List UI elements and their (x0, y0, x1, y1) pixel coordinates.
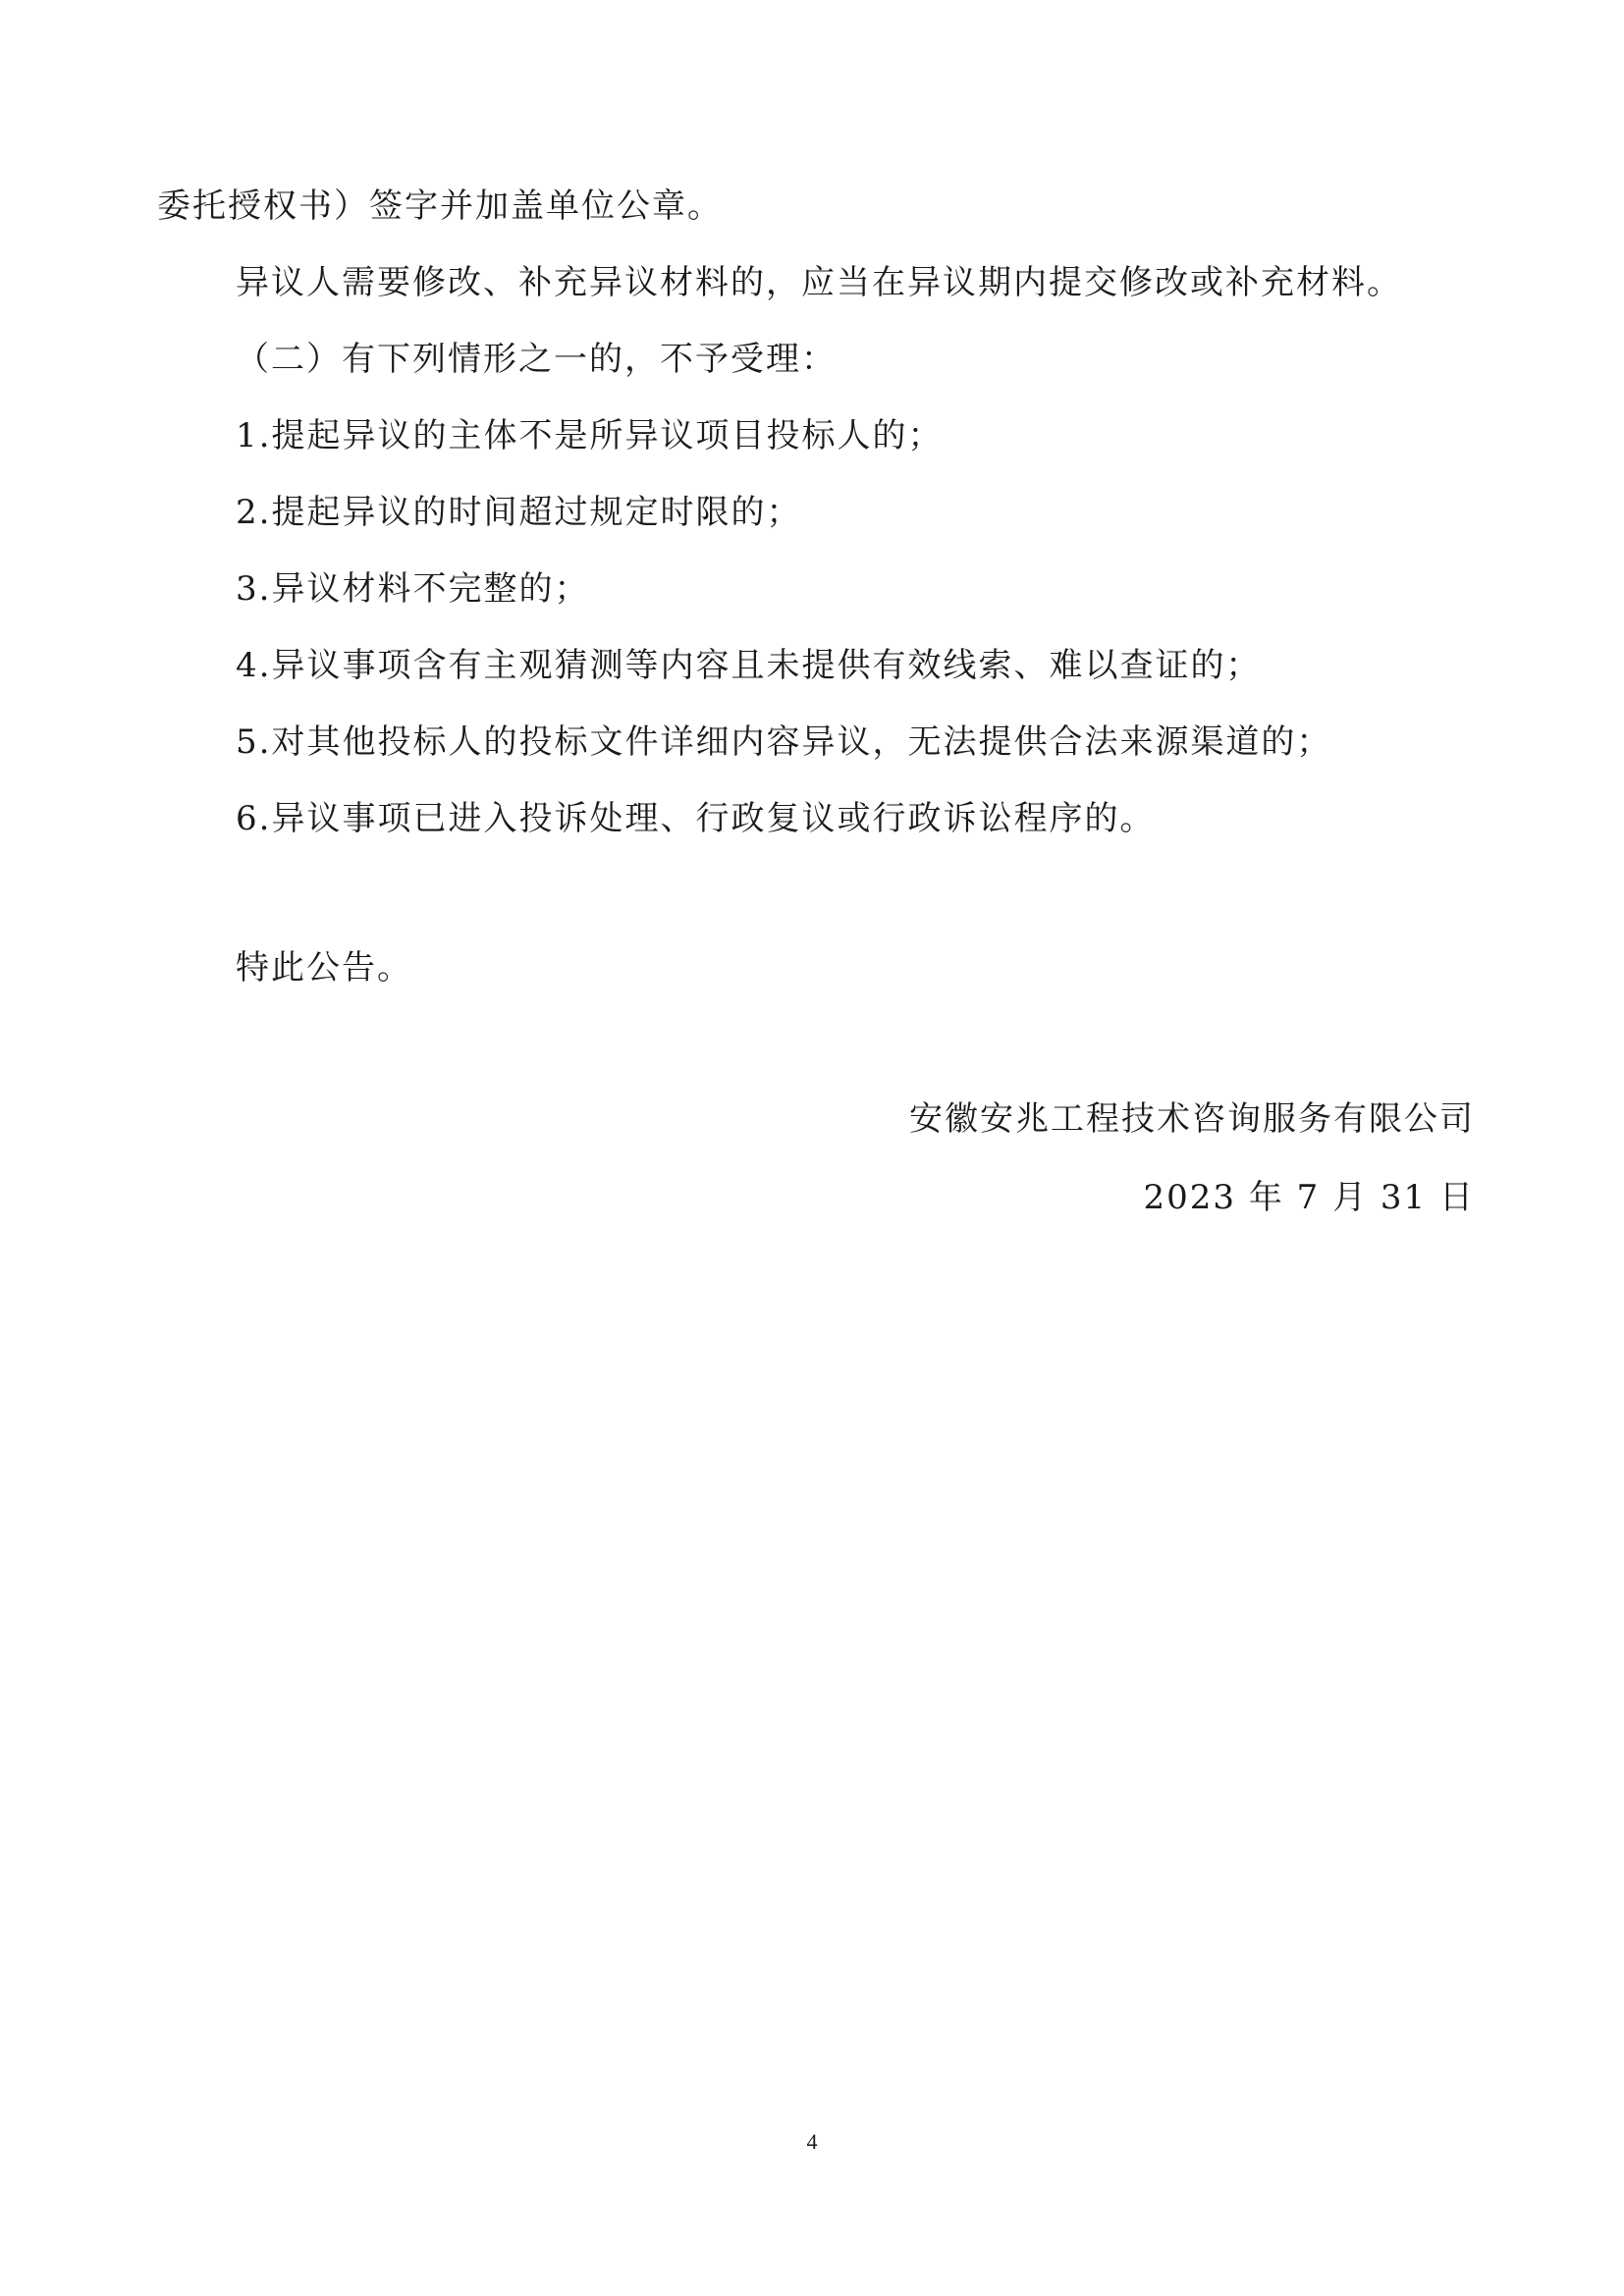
list-item: 3.异议材料不完整的； (236, 569, 590, 609)
closing-statement: 特此公告。 (236, 948, 412, 988)
continuation-text: 委托授权书）签字并加盖单位公章。 (157, 187, 723, 226)
list-item: 5.对其他投标人的投标文件详细内容异议，无法提供合法来源渠道的； (236, 722, 1332, 762)
list-item: 2.提起异议的时间超过规定时限的； (236, 493, 802, 532)
revise-materials-paragraph: 异议人需要修改、补充异议材料的，应当在异议期内提交修改或补充材料。 (236, 263, 1402, 302)
signature-organization: 安徽安兆工程技术咨询服务有限公司 (909, 1099, 1475, 1139)
signature-date: 2023 年 7 月 31 日 (1143, 1178, 1475, 1217)
list-item: 6.异议事项已进入投诉处理、行政复议或行政诉讼程序的。 (236, 799, 1156, 838)
list-item: 4.异议事项含有主观猜测等内容且未提供有效线索、难以查证的； (236, 646, 1262, 685)
list-item: 1.提起异议的主体不是所异议项目投标人的； (236, 416, 944, 455)
page-number: 4 (806, 2129, 818, 2154)
section-heading: （二）有下列情形之一的，不予受理： (236, 340, 837, 379)
